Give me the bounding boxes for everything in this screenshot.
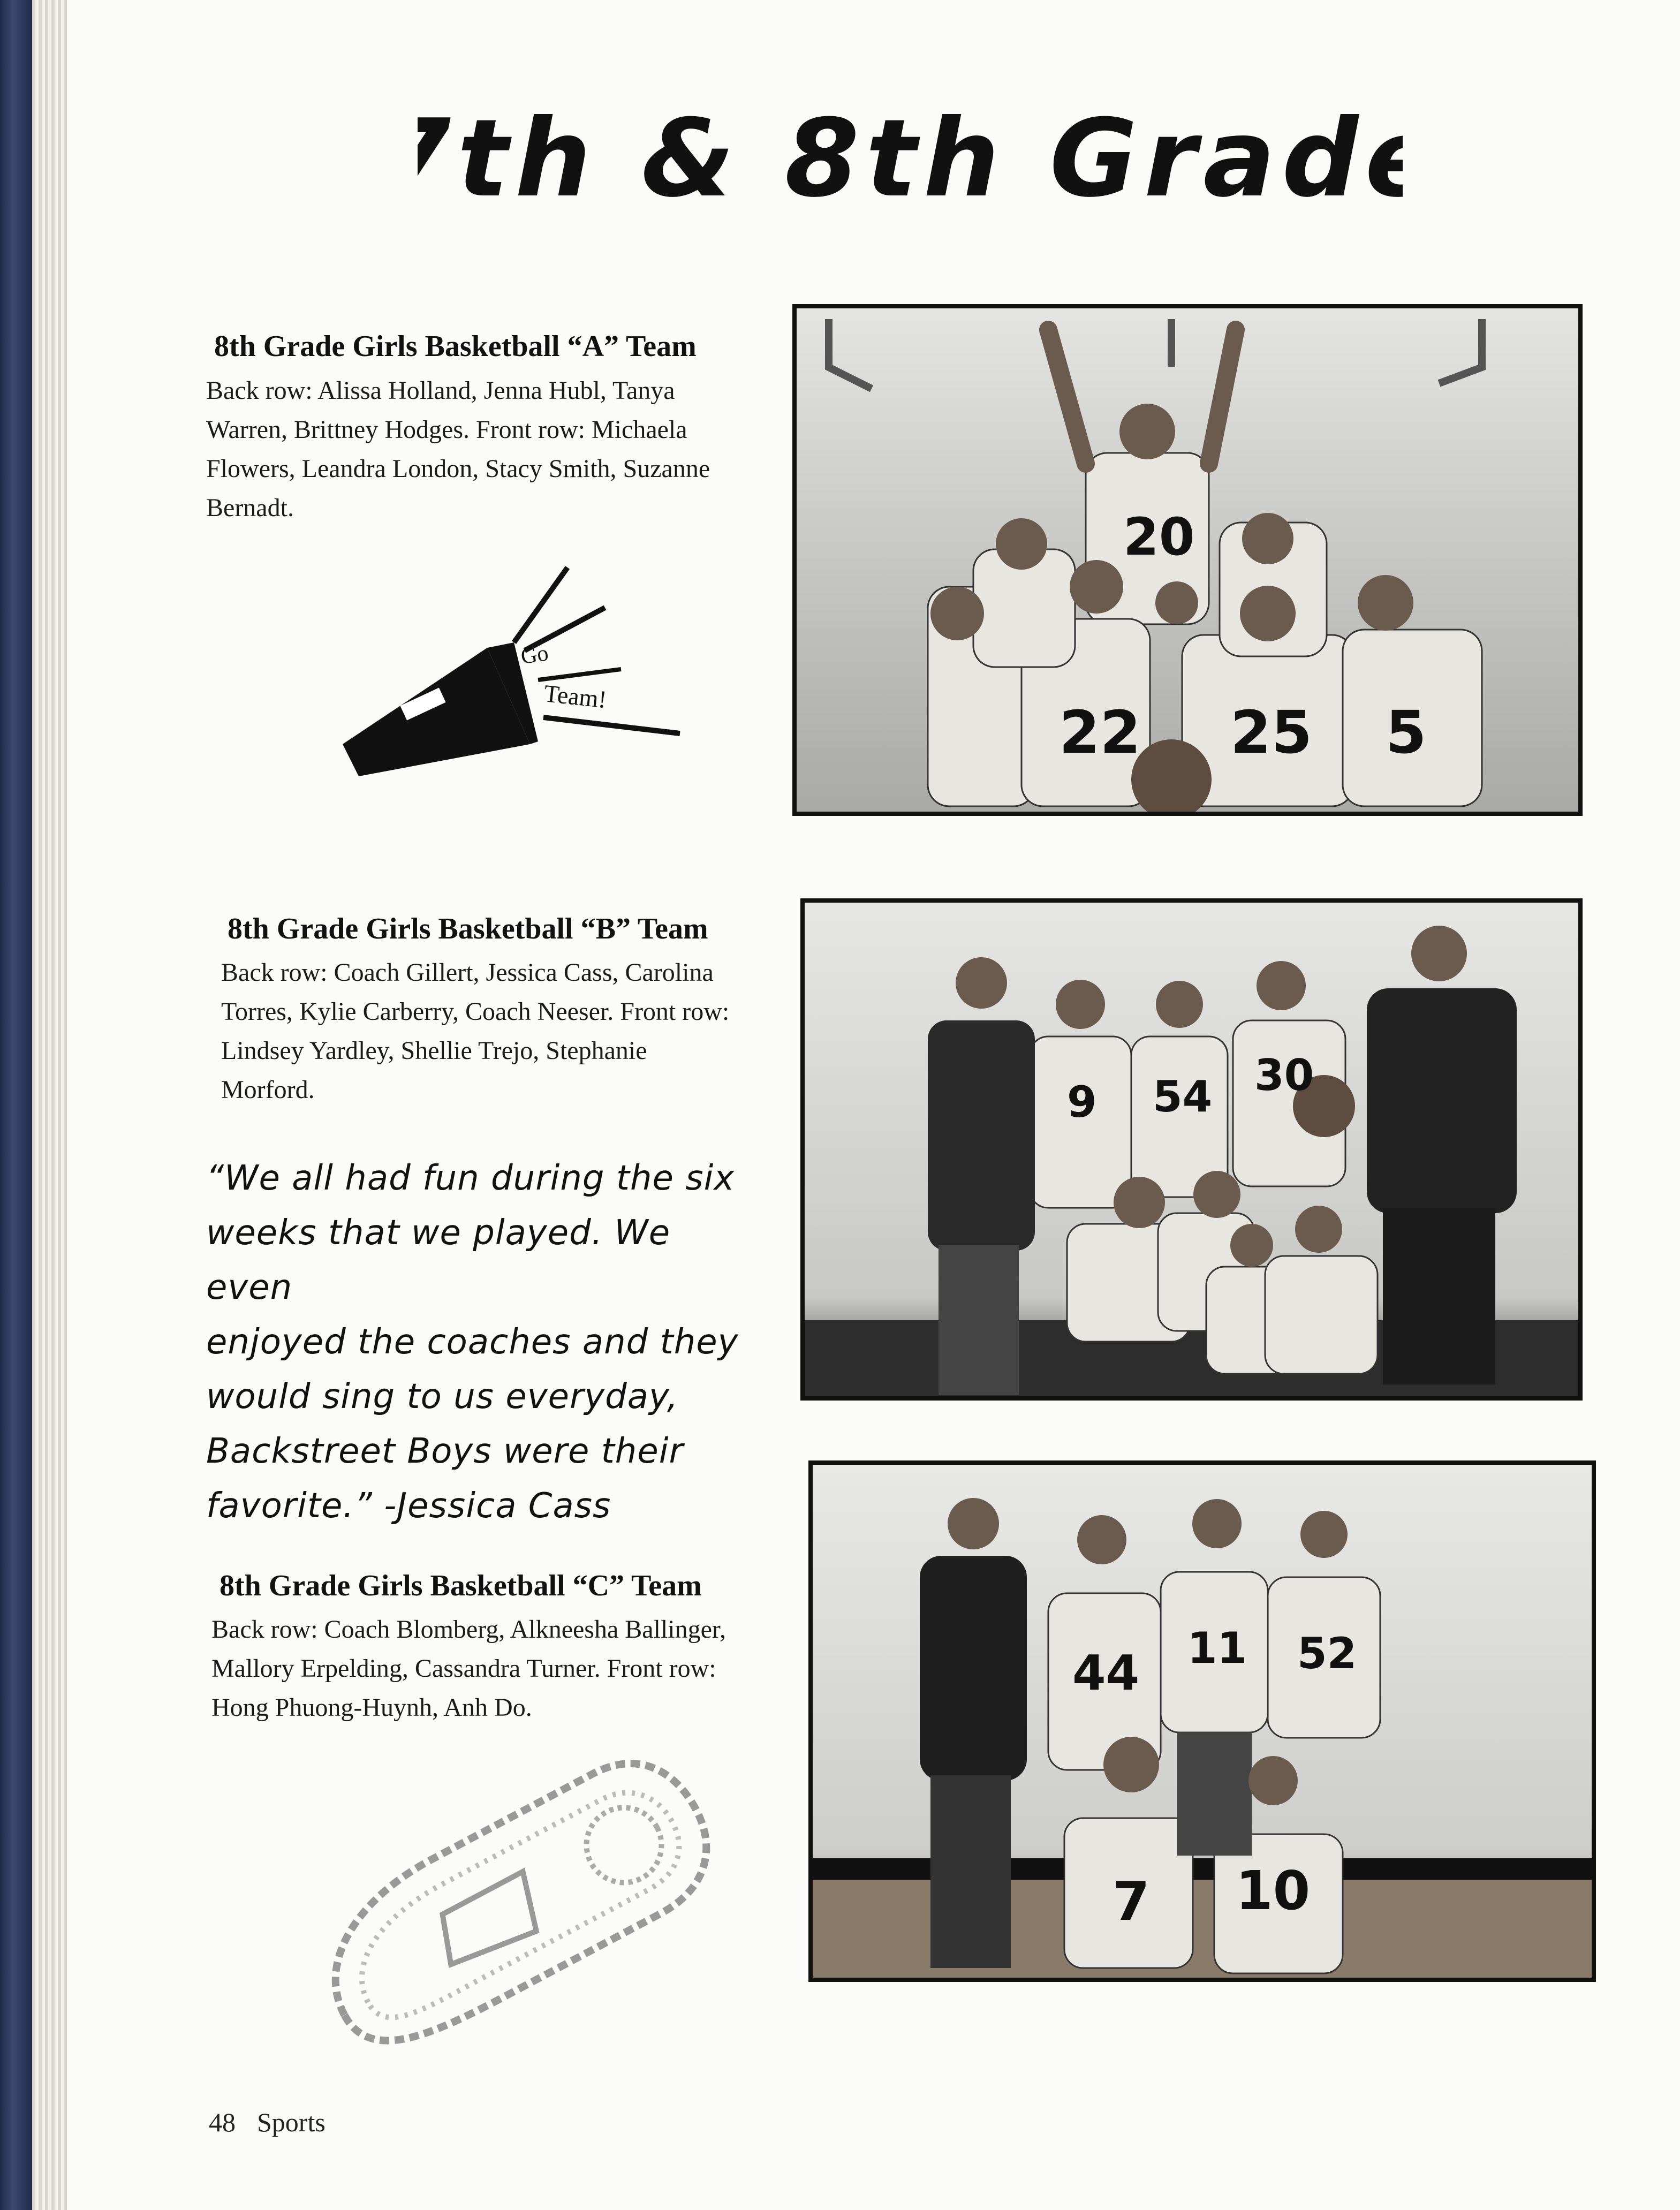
page-edges [32,0,70,2210]
caption-line: Warren, Brittney Hodges. Front row: Michaela [206,415,687,444]
team-a-photo [792,304,1583,816]
team-c-photo [808,1460,1596,1982]
shoe-print-illustration [278,1751,739,2099]
megaphone-text-go: Go [519,641,550,669]
section-c-caption [211,1610,811,1727]
page-number: 48 [209,2107,236,2137]
section-name: Sports [257,2107,326,2137]
jersey-number: 22 [1059,698,1141,767]
caption-line: Back row: Coach Blomberg, Alkneesha Ballinger, [211,1615,726,1644]
caption-line: Hong Phuong-Huynh, Anh Do. [211,1693,532,1722]
section-a-title: 8th Grade Girls Basketball “A” Team [214,330,697,363]
megaphone-text-team: Team! [542,679,608,714]
jersey-number: 30 [1254,1050,1314,1100]
page-footer [209,2107,347,2138]
jersey-number: 20 [1123,507,1195,567]
jersey-number: 5 [1386,698,1427,767]
quote-line: “We all had fun during the six [206,1159,735,1198]
caption-line: Back row: Alissa Holland, Jenna Hubl, Tanya [206,376,675,405]
jersey-number: 9 [1067,1077,1097,1127]
jersey-number: 54 [1153,1072,1213,1122]
caption-line: Torres, Kylie Carberry, Coach Neeser. Front row: [221,997,730,1026]
caption-line: Back row: Coach Gillert, Jessica Cass, Carolina [221,958,714,987]
caption-line: Morford. [221,1076,315,1104]
jersey-number: 7 [1113,1870,1150,1933]
caption-line: Mallory Erpelding, Cassandra Turner. Front row: [211,1654,716,1683]
megaphone-illustration [332,557,707,782]
book-binding [0,0,32,2210]
caption-line: Flowers, Leandra London, Stacy Smith, Suzanne [206,455,710,483]
section-b-title: 8th Grade Girls Basketball “B” Team [228,912,708,945]
caption-line: Lindsey Yardley, Shellie Trejo, Stephanie [221,1036,647,1065]
quote-line: favorite.” -Jessica Cass [206,1486,611,1526]
quote-line: would sing to us everyday, [206,1377,679,1417]
jersey-number: 10 [1236,1859,1311,1922]
section-a-caption [206,371,795,527]
quote-line: Backstreet Boys were their [206,1432,684,1471]
jersey-number: 44 [1072,1645,1140,1701]
jersey-number: 52 [1297,1629,1357,1678]
caption-line: Bernadt. [206,494,294,522]
team-b-photo [800,898,1583,1401]
shoe-print-icon [299,1751,731,2067]
handwritten-quote [206,1151,752,1533]
page-title [418,80,1403,230]
page-title-text: 7th & 8th Grade [418,96,1403,221]
section-b-caption [221,953,810,1109]
jersey-number: 25 [1230,698,1313,767]
quote-line: enjoyed the coaches and they [206,1322,739,1362]
section-c-title: 8th Grade Girls Basketball “C” Team [220,1569,702,1602]
quote-line: weeks that we played. We even [206,1213,671,1307]
jersey-number: 11 [1187,1623,1247,1673]
